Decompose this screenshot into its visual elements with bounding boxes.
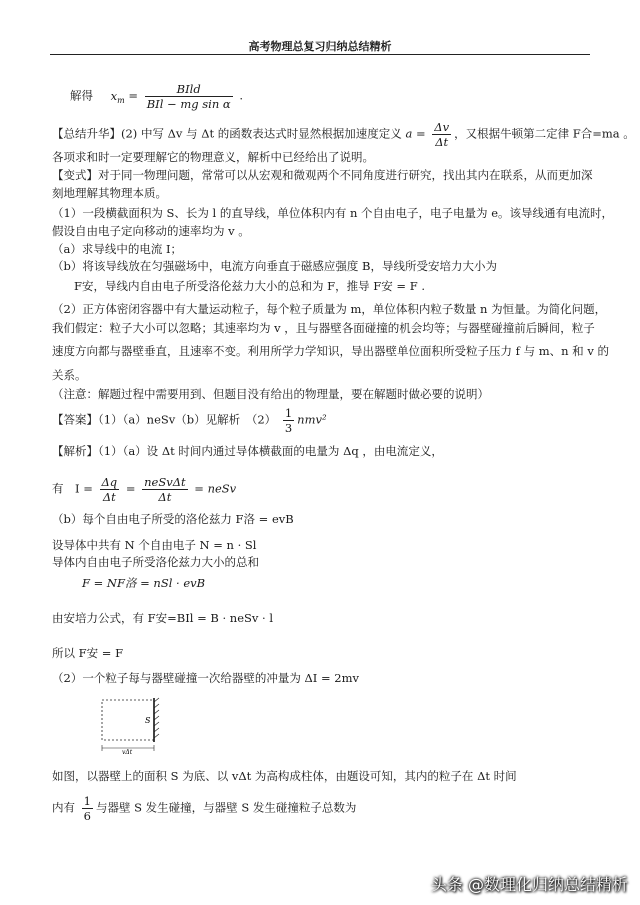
solve-denominator: BIl − mg sin α <box>146 97 231 111</box>
solve-sub: m <box>117 95 125 105</box>
page-header: 高考物理总复习归纳总结精析 <box>248 40 392 53</box>
p2-line-1: （2）正方体密闭容器中有大量运动粒子，每个粒子质量为 m，单位体积内粒子数量 n 为恒量。为简化问题， <box>52 302 607 316</box>
header-rule <box>50 54 590 55</box>
collision-frac-num: 1 <box>83 794 91 808</box>
eq1-f2-den: Δt <box>158 490 172 504</box>
summary-line-1 <box>52 120 635 149</box>
variant-tag: 【变式】 <box>52 168 98 182</box>
analysis-line-1 <box>52 443 443 459</box>
eq1-prefix: 有 I = <box>52 481 93 496</box>
collision-post: 与器壁 S 发生碰撞，与器壁 S 发生碰撞粒子总数为 <box>95 800 357 815</box>
eq1-fraction-1 <box>100 475 120 504</box>
diagram-vdt-label: vΔt <box>122 749 133 756</box>
solve-numerator: BIld <box>145 82 233 97</box>
collision-line <box>52 794 356 823</box>
variant-note: （注意：解题过程中需要用到、但题目没有给出的物理量，要在解题时做必要的说明） <box>52 387 489 401</box>
electron-count-line: 设导体中共有 N 个自由电子 N = n · Sl <box>52 538 257 552</box>
eq1-mid: = <box>125 481 136 496</box>
variant-text: 对于同一物理问题，常常可以从宏观和微观两个不同角度进行研究，找出其内在联系，从而更加深 <box>98 168 593 182</box>
summary-text1: (2) 中写 Δv 与 Δt 的函数表达式时显然根据加速度定义 <box>121 126 402 141</box>
eq1-tail: = neSv <box>194 481 237 496</box>
current-equation <box>52 475 236 504</box>
collision-pre: 内有 <box>52 800 75 815</box>
variant-line-1 <box>52 167 593 183</box>
total-force-equation: F = NF洛 = nSl · evB <box>82 576 206 590</box>
p1a-line: （a）求导线中的电流 I； <box>52 242 183 256</box>
impulse-line: （2）一个粒子每与器壁碰撞一次给器壁的冲量为 ΔI = 2mv <box>52 671 359 685</box>
summary-line-2: 各项求和时一定要理解它的物理意义，解析中已经给出了说明。 <box>52 150 374 164</box>
cylinder-line: 如图，以器壁上的面积 S 为底、以 vΔt 为高构成柱体，由题设可知，其内的粒子在 Δt 时间 <box>52 769 517 783</box>
analysis-text: （1）（a）设 Δt 时间内通过导体横截面的电量为 Δq ，由电流定义， <box>98 444 443 458</box>
variant-line-2: 刻地理解其物理本质。 <box>52 186 167 200</box>
p1b-line-1: （b）将该导线放在匀强磁场中，电流方向垂直于磁感应强度 B，导线所受安培力大小为 <box>52 259 497 273</box>
summary-frac-den: Δt <box>435 135 449 149</box>
answer-text: （1）（a）neSv（b）见解析 （2） <box>98 412 277 427</box>
answer-frac-num: 1 <box>284 406 293 420</box>
answer-fraction <box>283 406 294 435</box>
eq1-f1-den: Δt <box>102 490 116 504</box>
answer-line <box>52 406 327 435</box>
answer-tail: nmv² <box>297 412 327 427</box>
collision-fraction <box>82 794 93 823</box>
p1b-line-2: F安，导线内自由电子所受洛伦兹力大小的总和为 F，推导 F安 = F . <box>74 279 425 293</box>
lorentz-line: （b）每个自由电子所受的洛伦兹力 F洛 = evB <box>52 512 294 526</box>
p2-line-3: 速度方向都与器壁垂直，且速率不变。利用所学力学知识，导出器壁单位面积所受粒子压力 f 与 m、n 和 v 的 <box>52 344 609 358</box>
watermark: 头条 @数理化归纳总结精析 <box>430 875 628 894</box>
conclusion-equation: 所以 F安 = F <box>52 646 124 660</box>
summary-frac-num: Δv <box>434 120 450 134</box>
solve-line: 解得 $x_m$ = $\frac{\text{BIld}}{\text{BIl − mg sin α}}$ . <box>70 82 243 111</box>
summary-text2: ，又根据牛顿第二定律 F合=ma 。 <box>454 126 635 141</box>
answer-tag: 【答案】 <box>52 412 98 427</box>
summary-a-eq: a = <box>405 126 426 141</box>
answer-frac-den: 3 <box>284 421 293 435</box>
solve-var: x <box>110 88 118 103</box>
p2-line-2: 我们假定：粒子大小可以忽略；其速率均为 v ，且与器壁各面碰撞的机会均等；与器壁碰撞前后瞬间，粒子 <box>52 321 595 335</box>
p1-line-2: 假设自由电子定向移动的速率均为 v 。 <box>52 224 250 238</box>
eq1-fraction-2 <box>142 475 188 504</box>
solve-fraction <box>145 82 233 111</box>
collision-frac-den: 6 <box>83 809 91 823</box>
total-force-line: 导体内自由电子所受洛伦兹力大小的总和 <box>52 555 259 569</box>
summary-tag: 【总结升华】 <box>52 126 121 141</box>
wall-cylinder-diagram <box>100 696 180 756</box>
analysis-tag: 【解析】 <box>52 444 98 458</box>
eq1-f2-num: neSvΔt <box>144 475 186 489</box>
summary-fraction <box>432 120 451 149</box>
solve-label: 解得 <box>70 88 93 103</box>
diagram-s-label: S <box>145 716 151 725</box>
p2-line-4: 关系。 <box>52 368 87 382</box>
ampere-equation: 由安培力公式，有 F安=BIl = B · neSv · l <box>52 611 274 625</box>
eq1-f1-num: Δq <box>101 475 118 489</box>
p1-line-1: （1）一段横截面积为 S、长为 l 的直导线，单位体积内有 n 个自由电子，电子电量为 e。该导线通有电流时， <box>52 206 614 220</box>
